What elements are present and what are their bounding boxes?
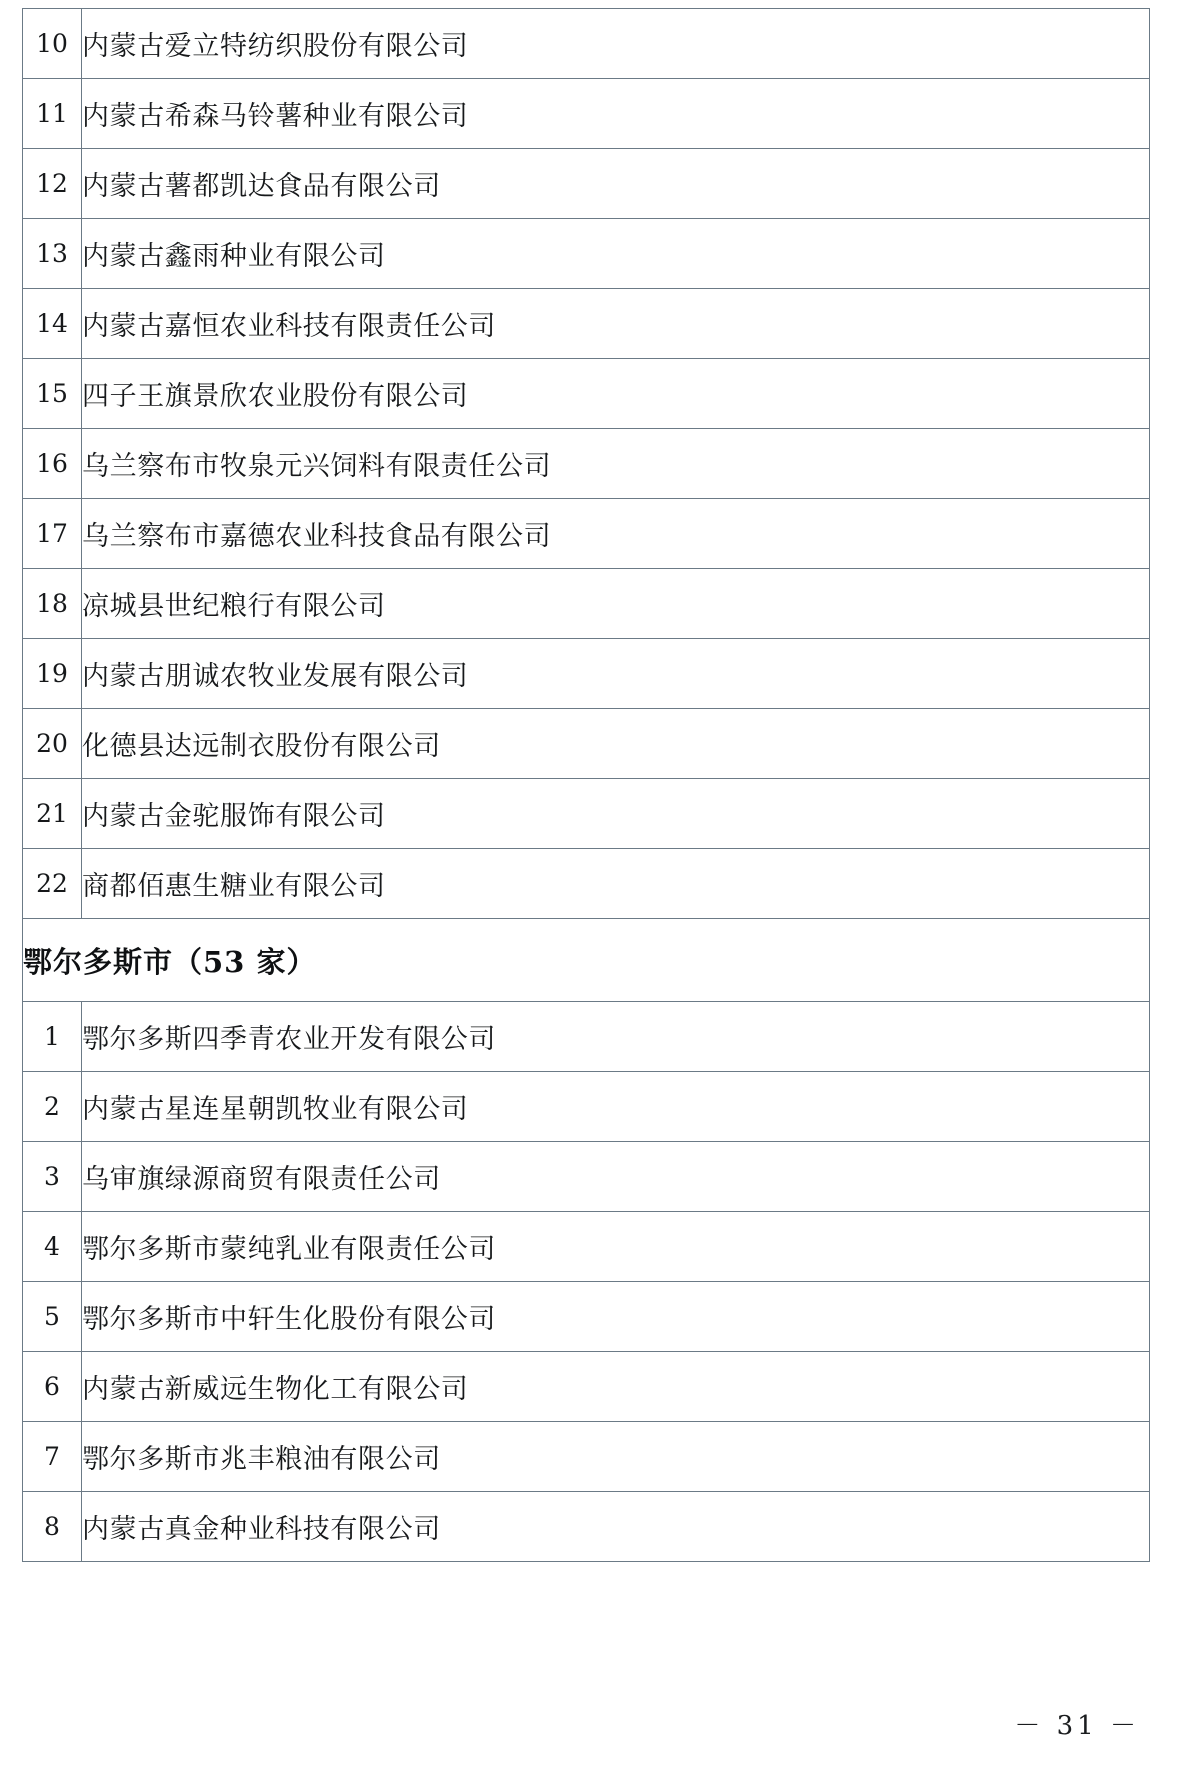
row-index: 1 (23, 1002, 82, 1072)
row-index: 5 (23, 1282, 82, 1352)
row-company-name: 乌兰察布市嘉德农业科技食品有限公司 (82, 499, 1150, 569)
row-index: 21 (23, 779, 82, 849)
row-index: 6 (23, 1352, 82, 1422)
row-company-name: 鄂尔多斯四季青农业开发有限公司 (82, 1002, 1150, 1072)
row-company-name: 鄂尔多斯市中轩生化股份有限公司 (82, 1282, 1150, 1352)
row-index: 20 (23, 709, 82, 779)
table-row (23, 499, 1150, 569)
row-company-name: 商都佰惠生糖业有限公司 (82, 849, 1150, 919)
page-number: － 31 － (1014, 1711, 1140, 1741)
row-index: 4 (23, 1212, 82, 1282)
row-index: 19 (23, 639, 82, 709)
row-company-name: 内蒙古鑫雨种业有限公司 (82, 219, 1150, 289)
table-row (23, 709, 1150, 779)
table-row (23, 1002, 1150, 1072)
row-company-name: 内蒙古希森马铃薯种业有限公司 (82, 79, 1150, 149)
table-row (23, 1352, 1150, 1422)
row-index: 15 (23, 359, 82, 429)
table-row (23, 79, 1150, 149)
table-row (23, 1072, 1150, 1142)
row-company-name: 乌兰察布市牧泉元兴饲料有限责任公司 (82, 429, 1150, 499)
row-index: 16 (23, 429, 82, 499)
row-company-name: 内蒙古朋诚农牧业发展有限公司 (82, 639, 1150, 709)
row-index: 17 (23, 499, 82, 569)
row-company-name: 内蒙古爱立特纺织股份有限公司 (82, 9, 1150, 79)
row-company-name: 凉城县世纪粮行有限公司 (82, 569, 1150, 639)
row-company-name: 内蒙古嘉恒农业科技有限责任公司 (82, 289, 1150, 359)
row-company-name: 内蒙古金驼服饰有限公司 (82, 779, 1150, 849)
table-row (23, 289, 1150, 359)
row-company-name: 乌审旗绿源商贸有限责任公司 (82, 1142, 1150, 1212)
table-row (23, 359, 1150, 429)
table-row (23, 639, 1150, 709)
table-body (23, 9, 1150, 1562)
row-index: 2 (23, 1072, 82, 1142)
row-index: 11 (23, 79, 82, 149)
row-company-name: 鄂尔多斯市兆丰粮油有限公司 (82, 1422, 1150, 1492)
table-row (23, 569, 1150, 639)
row-index: 22 (23, 849, 82, 919)
row-index: 12 (23, 149, 82, 219)
table-row (23, 149, 1150, 219)
row-index: 14 (23, 289, 82, 359)
table-row (23, 429, 1150, 499)
table-section-row (23, 919, 1150, 1002)
row-index: 10 (23, 9, 82, 79)
row-company-name: 内蒙古薯都凯达食品有限公司 (82, 149, 1150, 219)
section-heading: 鄂尔多斯市（53 家） (23, 919, 1150, 1002)
row-index: 3 (23, 1142, 82, 1212)
row-index: 18 (23, 569, 82, 639)
row-company-name: 四子王旗景欣农业股份有限公司 (82, 359, 1150, 429)
table-row (23, 1282, 1150, 1352)
row-index: 8 (23, 1492, 82, 1562)
table-row (23, 1142, 1150, 1212)
table-row (23, 849, 1150, 919)
row-company-name: 内蒙古星连星朝凯牧业有限公司 (82, 1072, 1150, 1142)
table-row (23, 9, 1150, 79)
row-company-name: 鄂尔多斯市蒙纯乳业有限责任公司 (82, 1212, 1150, 1282)
row-index: 7 (23, 1422, 82, 1492)
table-row (23, 1212, 1150, 1282)
table-row (23, 1492, 1150, 1562)
row-company-name: 内蒙古真金种业科技有限公司 (82, 1492, 1150, 1562)
table-row (23, 1422, 1150, 1492)
row-company-name: 内蒙古新威远生物化工有限公司 (82, 1352, 1150, 1422)
table-row (23, 779, 1150, 849)
row-index: 13 (23, 219, 82, 289)
row-company-name: 化德县达远制衣股份有限公司 (82, 709, 1150, 779)
enterprise-list-table (22, 8, 1150, 1562)
table-row (23, 219, 1150, 289)
